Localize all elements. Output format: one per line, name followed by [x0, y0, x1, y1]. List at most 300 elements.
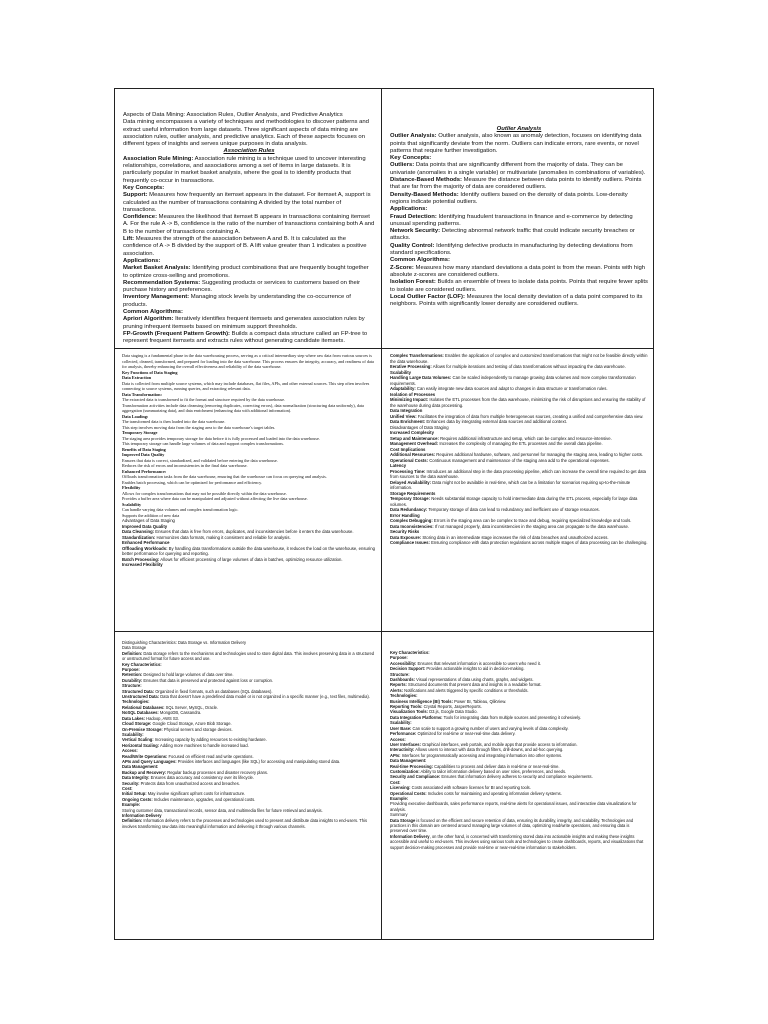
- text-line: [123, 192, 375, 214]
- bold-term: Distance-Based Methods:: [390, 177, 463, 184]
- line-text: Identifying product combinations that are frequently bought together to optimize cross-selling and promotions.: [123, 265, 369, 279]
- panel-information-delivery: [390, 650, 648, 936]
- text-line: [390, 818, 648, 834]
- line-text: Google Cloud Storage, Azure Blob Storage.: [151, 721, 232, 727]
- line-text: If not managed properly, data inconsistencies in the staging area can propagate to the data warehouse.: [433, 523, 630, 529]
- line-text: Storing customer data, transactional records, sensor data, and multimedia files for future retrieval and analysis.: [122, 807, 323, 813]
- line-text: Enables batch processing, which can be optimized for performance and efficiency.: [122, 479, 263, 485]
- line-text: Focused on efficient read and write operations.: [167, 753, 254, 759]
- bold-term: Data Storage: [390, 817, 416, 823]
- text-line: [390, 133, 648, 155]
- line-text: Association rule mining is a technique used to uncover interesting relationships, correlations, and associations among a set of items in large datasets. It is particularly popular in market basket analysis, where the goal is to identify products that frequently co-occur in transactions.: [123, 155, 366, 184]
- bold-term: Information Delivery: [122, 813, 162, 818]
- line-text: The extracted data is transformed to fit the format and structure required by the data warehouse.: [122, 397, 286, 402]
- bold-term: Isolation of Processes: [390, 391, 436, 397]
- line-text: Summary: [390, 812, 408, 818]
- bold-term: Visualization Tools:: [390, 709, 429, 715]
- line-text: Can be scaled independently to manage growing data volumes and more complex transformation requirements.: [390, 375, 636, 386]
- bold-term: Structure:: [390, 671, 410, 677]
- line-text: Data Storage: [122, 645, 147, 651]
- line-text: is focused on the efficient and secure retention of data, ensuring its durability, integrity, and scalability. Technologies and practices in this domain are centered around managing large volumes of data, optimizing read/write operations, and ensuring data is preserved over time.: [390, 817, 634, 834]
- text-line: [390, 540, 648, 546]
- text-line: [390, 265, 648, 280]
- line-text: Data mining encompasses a variety of techniques and methodologies to discover patterns and extract useful information from large datasets. Three significant aspects of data mining are association rules, outlier analysis, and predictive analytics. Each of these aspects focuses on different types of insights and serves unique purposes in data analysis.: [123, 119, 369, 148]
- line-text: Ensures that information delivery adheres to security and compliance requirements.: [440, 774, 593, 780]
- bold-term: Key Concepts:: [123, 184, 165, 191]
- text-line: [390, 177, 648, 192]
- bold-term: Operational Costs:: [390, 790, 427, 796]
- bold-term: Offloading Workloads:: [122, 545, 168, 551]
- bold-term: Complex Debugging:: [390, 518, 433, 523]
- text-line: [390, 458, 648, 464]
- bold-term: Setup and Maintenance:: [390, 435, 439, 441]
- bold-term: Key Functions of Data Staging: [122, 369, 178, 375]
- bold-term: Example:: [122, 802, 141, 808]
- text-line: [123, 185, 375, 192]
- bold-term: Common Algorithms:: [123, 309, 183, 316]
- bold-term: Relational Databases:: [122, 704, 165, 710]
- text-line: [123, 258, 375, 265]
- bold-term: APIs and Query Languages:: [122, 758, 177, 764]
- bold-term: Adaptability:: [390, 386, 416, 391]
- bold-term: Performance:: [390, 731, 417, 737]
- line-text: Requires additional hardware, software, and personnel for managing the staging area, leading to higher costs.: [435, 452, 644, 457]
- line-text: This step involves moving data from the staging area to the data warehouse's target tables.: [122, 424, 276, 430]
- bold-term: Technologies:: [390, 693, 418, 699]
- bold-term: Example:: [390, 795, 409, 801]
- line-text: Ensures that relevant information is accessible to users who need it.: [416, 660, 541, 666]
- line-text: , on the other hand, is concerned with transforming stored data into actionable insights and making these insights accessible and useful to end-users. This involves using various tools and technologies to create dashboards, reports, and visualizations that support decision-making processes and provide real-time or near-real-time information to stakeholders.: [390, 833, 644, 850]
- text-line: [390, 397, 648, 408]
- bold-term: Increased Complexity: [390, 430, 434, 435]
- text-line: [122, 403, 376, 414]
- line-text: Iteratively identifies frequent itemsets and generates association rules by pruning infrequent itemsets based on minimum support thresholds.: [123, 316, 365, 330]
- bold-term: Key Characteristics:: [122, 661, 162, 667]
- bold-term: Key Characteristics:: [390, 650, 430, 655]
- line-text: Needs substantial storage capacity to hold intermediate data during the ETL process, especially for large data volumes.: [390, 496, 638, 507]
- text-line: [123, 148, 375, 155]
- line-text: Measures how many standard deviations a data point is from the mean. Points with high absolute z-scores are considered outliers.: [390, 264, 646, 278]
- line-text: Detecting abnormal network traffic that could indicate security breaches or attacks.: [390, 228, 635, 242]
- line-text: Includes costs for maintaining and operating information delivery systems.: [426, 790, 562, 796]
- bold-term: Data Management:: [122, 764, 159, 770]
- bold-term: Scalability: [122, 501, 142, 507]
- text-line: [123, 214, 375, 236]
- bold-term: Structure:: [122, 683, 142, 689]
- bold-term: Isolation Forest:: [390, 279, 436, 286]
- bold-term: Recommendation Systems:: [123, 279, 201, 286]
- bold-term: Apriori Algorithm:: [123, 316, 174, 323]
- bold-term: Durability:: [122, 677, 143, 683]
- line-text: Offloads transformation tasks from the data warehouse, ensuring that the warehouse can focus on querying and analysis.: [122, 474, 327, 479]
- bold-term: Data Management:: [390, 758, 427, 764]
- line-text: Includes maintenance, upgrades, and operational costs.: [152, 796, 256, 802]
- text-line: [390, 162, 648, 177]
- text-line: [390, 834, 648, 850]
- text-line: [390, 126, 648, 133]
- text-line: [123, 294, 375, 309]
- line-text: Data is collected from multiple source systems, which may include databases, flat files, APIs, and other external sources. This step often involves connecting to source systems, running queries, and extracting relevant data.: [122, 380, 370, 391]
- bold-term: Purpose:: [122, 667, 140, 673]
- line-text: Continuous management and maintenance of the staging area add to the operational expenses.: [428, 457, 610, 463]
- bold-term: Lift:: [123, 236, 135, 243]
- line-text: Allows for multiple iterations and testing of data transformations without impacting the data warehouse.: [431, 364, 626, 369]
- bold-term: Additional Resources:: [390, 452, 436, 457]
- bold-term: Vertical Scaling:: [122, 737, 154, 743]
- text-line: [122, 694, 376, 699]
- bold-term: Backup and Recovery:: [122, 769, 167, 775]
- line-text: Measures how frequently an itemset appears in the dataset. For itemset A, support is calculated as the number of transactions containing A divided by the total number of transactions.: [123, 192, 371, 213]
- line-text: By handling data transformations outside the data warehouse, it reduces the load on the warehouse, ensuring better performance for querying and reporting.: [122, 545, 375, 556]
- bold-term: Security:: [122, 780, 140, 786]
- line-text: Storing data in an intermediate stage increases the risk of data breaches and unauthorized access.: [421, 534, 609, 540]
- line-text: Crystal Reports, JasperReports.: [422, 704, 482, 710]
- line-text: Ensures that data is correct, standardized, and validated before entering the data warehouse.: [122, 457, 278, 463]
- bold-term: Outlier Analysis:: [390, 133, 437, 140]
- bold-term: Alerts:: [390, 687, 403, 693]
- line-text: Association Rules: [223, 148, 275, 155]
- text-line: [390, 375, 648, 386]
- text-line: [390, 524, 648, 530]
- bold-term: Error Handling: [390, 512, 420, 518]
- bold-term: Security Risks: [390, 529, 420, 534]
- line-text: Costs associated with software licenses for BI and reporting tools.: [410, 785, 531, 791]
- bold-term: Accessibility:: [390, 660, 417, 666]
- line-text: MongoDB, Cassandra.: [158, 710, 202, 716]
- bold-term: Handling Large Data Volumes:: [390, 375, 452, 380]
- bold-term: Definition:: [122, 818, 143, 824]
- bold-term: Minimizing Impact:: [390, 397, 429, 402]
- bold-term: Licensing:: [390, 785, 411, 791]
- line-text: Ensures data accuracy and consistency over its lifecycle.: [149, 775, 254, 781]
- bold-term: Enhanced Performance:: [122, 468, 167, 474]
- bold-term: Scalability:: [122, 731, 144, 737]
- bold-term: Applications:: [123, 257, 161, 264]
- line-text: Can easily integrate new data sources and adapt to changes in data structure or transformation rules.: [415, 386, 608, 391]
- bold-term: Benefits of Data Staging: [122, 446, 166, 452]
- bold-term: Dashboards:: [390, 677, 416, 683]
- text-line: [123, 156, 375, 185]
- text-line: [123, 331, 375, 344]
- bold-term: Improved Data Quality: [122, 452, 165, 457]
- text-line: [122, 353, 376, 370]
- bold-term: Data Transformation:: [122, 391, 162, 397]
- bold-term: Support:: [123, 192, 148, 199]
- bold-term: Association Rule Mining:: [123, 155, 194, 162]
- text-line: [390, 353, 648, 364]
- bold-term: Data Exposure:: [390, 534, 422, 540]
- bold-term: Real-time Processing:: [390, 763, 433, 769]
- line-text: Enhances data by integrating external data sources and additional context.: [425, 419, 567, 424]
- text-line: [390, 192, 648, 207]
- bold-term: Cloud Storage:: [122, 721, 152, 727]
- bold-term: Applications:: [390, 206, 428, 213]
- bold-term: Iterative Processing:: [390, 364, 432, 369]
- line-text: Protects data from unauthorized access and breaches.: [139, 780, 240, 786]
- line-text: Notifications and alerts triggered by specific conditions or thresholds.: [402, 687, 529, 693]
- text-line: [122, 546, 376, 557]
- line-text: D3.js, Google Data Studio.: [428, 709, 478, 715]
- bold-term: Retention:: [122, 672, 143, 678]
- bold-term: Cost Implications: [390, 446, 426, 452]
- bold-term: Key Concepts:: [390, 155, 432, 162]
- row-divider-2: [115, 631, 653, 632]
- text-line: [390, 228, 648, 243]
- bold-term: Scalability: [390, 369, 412, 375]
- line-text: Structured documents that present data and insights in a readable format.: [406, 682, 542, 688]
- line-text: Temporary storage of data can lead to redundancy and inefficient use of storage resources.: [427, 507, 600, 512]
- bold-term: Confidence:: [123, 214, 158, 221]
- line-text: Providing executive dashboards, sales performance reports, real-time alerts for operational issues, and interactive data visualizations for analysis.: [390, 801, 637, 812]
- line-text: Measures the likelihood that itemset B appears in transactions containing itemset A. For the rule A -> B, confidence is the ratio of the number of transactions containing both A and B to the number of transactions containing A.: [123, 214, 375, 235]
- line-text: SQL Server, MySQL, Oracle.: [164, 704, 219, 710]
- line-text: Builds a compact data structure called an FP-tree to represent frequent itemsets and extracts rules without generating candidate itemsets.: [123, 330, 368, 344]
- bold-term: Temporary Storage:: [390, 496, 431, 501]
- line-text: Introduces an additional step in the data processing pipeline, which can increase the overall time required to get data from sources to the data warehouse.: [390, 468, 647, 479]
- bold-term: Purpose:: [390, 655, 408, 661]
- bold-term: Interactivity:: [390, 747, 415, 753]
- line-text: Capabilities to process and deliver data in real-time or near-real-time.: [433, 763, 560, 769]
- bold-term: Decision Support:: [390, 666, 426, 672]
- bold-term: On-Premise Storage:: [122, 726, 163, 732]
- line-text: Interfaces for programmatically accessing and integrating information into other systems.: [400, 752, 563, 758]
- text-line: [390, 294, 648, 309]
- bold-term: Complex Transformations:: [390, 353, 444, 358]
- bold-term: Processing Time:: [390, 468, 426, 474]
- line-text: Identifying fraudulent transactions in finance and e-commerce by detecting unusual spending patterns.: [390, 213, 633, 227]
- text-line: [390, 496, 648, 507]
- panel-staging-pros-cons: [390, 353, 648, 627]
- bold-term: Network Security:: [390, 228, 441, 235]
- bold-term: Business Intelligence (BI) Tools:: [390, 698, 453, 704]
- line-text: Transformation activities include data cleansing (removing duplicates, correcting errors), data normalization (structuring data uniformly), data aggregation (summarizing data), and data enrichment (enhancing data with additional information).: [122, 402, 364, 413]
- line-text: Data might not be available in real-time, which can be a limitation for scenarios requiring up-to-the-minute information.: [390, 479, 631, 490]
- bold-term: Improved Data Quality: [122, 523, 168, 529]
- bold-term: Cost:: [122, 785, 133, 791]
- bold-term: Delayed Availability:: [390, 479, 432, 485]
- bold-term: Management Overhead:: [390, 441, 439, 446]
- document-sheet: [114, 88, 654, 940]
- line-text: Reduces the risk of errors and inconsistencies in the final data warehouse.: [122, 463, 248, 468]
- bold-term: Data Integrity:: [122, 775, 150, 781]
- line-text: Allows users to interact with data through filters, drill-downs, and ad-hoc querying.: [414, 747, 564, 753]
- text-line: [122, 562, 376, 568]
- bold-term: Scalability:: [390, 720, 412, 726]
- text-line: [122, 381, 376, 392]
- bold-term: Information Delivery: [390, 833, 430, 839]
- bold-term: Flexibility: [122, 485, 141, 490]
- bold-term: Latency: [390, 463, 407, 468]
- line-text: Supports the addition of new data: [122, 512, 180, 518]
- bold-term: User Base:: [390, 725, 412, 731]
- text-line: [122, 818, 376, 829]
- bold-term: APIs:: [390, 752, 401, 758]
- bold-term: Data Inconsistencies:: [390, 523, 434, 529]
- line-text: Visual representations of data using charts, graphs, and widgets.: [415, 677, 534, 683]
- bold-term: Unified View:: [390, 413, 417, 419]
- text-line: [390, 155, 648, 162]
- text-line: [123, 119, 375, 148]
- bold-term: Market Basket Analysis:: [123, 265, 191, 272]
- bold-term: Outliers:: [390, 162, 415, 169]
- line-text: Ensuring compliance with data protection regulations across multiple stages of data processing can be challenging.: [429, 540, 648, 545]
- line-text: Builds an ensemble of trees to isolate data points. Points that require fewer splits to isolate are considered outliers.: [390, 279, 648, 293]
- bold-term: Temporary Storage: [122, 430, 158, 435]
- bold-term: Customization:: [390, 768, 420, 774]
- text-line: [123, 309, 375, 316]
- text-line: [390, 469, 648, 480]
- bold-term: Operational Costs:: [390, 457, 429, 463]
- bold-term: Data Cleansing:: [122, 529, 155, 534]
- text-line: [123, 316, 375, 331]
- bold-term: Access:: [390, 736, 406, 742]
- line-text: Allows for complex transformations that may not be possible directly within the data warehouse.: [122, 490, 287, 496]
- line-text: Enables the application of complex and customized transformations that might not be feasible directly within the data warehouse.: [390, 353, 648, 364]
- bold-term: Common Algorithms:: [390, 257, 450, 264]
- line-text: Regular backup processes and disaster recovery plans.: [166, 769, 269, 775]
- line-text: Optimized for real-time or near-real-time data delivery.: [416, 731, 516, 737]
- line-text: Information delivery refers to the processes and technologies used to present and distribute data insights to end-users. This involves transforming raw data into meaningful information and delivering it through various channels.: [122, 818, 368, 829]
- line-text: Provides actionable insights to aid in decision-making.: [425, 666, 525, 672]
- panel-outlier-analysis: [390, 126, 648, 344]
- line-text: Suggesting products or services to customers based on their purchase history and preferences.: [123, 279, 361, 294]
- bold-term: Data Redundancy:: [390, 507, 428, 512]
- text-line: [390, 480, 648, 491]
- bold-term: Increased Flexibility: [122, 562, 163, 567]
- bold-term: NoSQL Databases:: [122, 710, 159, 716]
- line-text: Graphical interfaces, web portals, and mobile apps that provide access to information.: [420, 741, 578, 747]
- line-text: Outlier analysis, also known as anomaly detection, focuses on identifying data points that significantly deviate from the norm. Outliers can indicate errors, rare events, or novel patterns that require further investigation.: [390, 133, 642, 154]
- line-text: Measures the strength of the association between A and B. It is calculated as the confidence of A -> B divided by the support of B. A lift value greater than 1 indicates a positive association.: [123, 236, 367, 257]
- panel-association-rules: [123, 112, 375, 344]
- bold-term: Compliance Issues:: [390, 540, 430, 545]
- bold-term: Ongoing Costs:: [122, 796, 153, 802]
- text-line: [122, 651, 376, 662]
- bold-term: Unstructured Data:: [122, 694, 160, 700]
- bold-term: Data Integration: [390, 408, 423, 413]
- column-divider: [381, 89, 382, 939]
- bold-term: Reports:: [390, 682, 407, 688]
- line-text: Distinguishing Characteristics: Data Storage vs. Information Delivery: [122, 640, 246, 645]
- line-text: This temporary storage can handle large volumes of data and support complex transformations.: [122, 441, 284, 446]
- line-text: Data storage refers to the mechanisms and technologies used to store digital data. This involves preserving data in a structured or unstructured format for future access and use.: [122, 650, 375, 662]
- bold-term: Storage Requirements: [390, 490, 436, 496]
- panel-data-staging: [122, 353, 376, 627]
- line-text: Data staging is a fundamental phase in the data warehousing process, serving as a critical intermediary step where raw data from various sources is collected, cleaned, transformed, and prepared for loading into the data warehouse. This process ensures the integrity, accuracy, and readiness of data for analysis, thereby enhancing the overall effectiveness and reliability of the data warehouse.: [122, 353, 374, 369]
- line-text: Measures the local density deviation of a data point compared to its neighbors. Points with significantly lower density are considered outliers.: [390, 293, 643, 308]
- bold-term: Inventory Management:: [123, 294, 190, 301]
- line-text: Provides interfaces and languages (like SQL) for accessing and manipulating stored data.: [176, 758, 341, 764]
- bold-term: Cost:: [390, 779, 401, 785]
- row-divider-1: [115, 348, 653, 349]
- line-text: Aspects of Data Mining: Association Rules, Outlier Analysis, and Predictive Analytics: [123, 112, 343, 118]
- line-text: Ensures that data is free from errors, duplicates, and inconsistencies before it enters the data warehouse.: [154, 529, 354, 534]
- text-line: [123, 280, 375, 295]
- line-text: Physical servers and storage devices.: [162, 726, 233, 732]
- line-text: Designed to hold large volumes of data over time.: [142, 672, 234, 678]
- text-line: [390, 243, 648, 258]
- bold-term: Fraud Detection:: [390, 213, 437, 220]
- bold-term: Data Integration Platforms:: [390, 714, 443, 720]
- bold-term: Structured Data:: [122, 688, 155, 694]
- panel-data-storage: [122, 640, 376, 936]
- bold-term: Enhanced Performance: [122, 540, 170, 545]
- bold-term: User Interfaces:: [390, 741, 421, 747]
- line-text: Organized in fixed formats, such as databases (SQL databases).: [154, 688, 273, 694]
- bold-term: Z-Score:: [390, 264, 414, 271]
- line-text: Ability to tailor information delivery based on user roles, preferences, and needs.: [419, 768, 567, 774]
- line-text: Harmonizes data formats, making it consistent and reliable for analysis.: [155, 534, 291, 540]
- bold-term: Data Loading:: [122, 413, 149, 419]
- line-text: Data points that are significantly different from the majority of data. They can be univariate (anomalies in a single variable) or multivariate (anomalies in combinations of variables).: [390, 162, 646, 176]
- line-text: Identify outliers based on the density of data points. Low-density regions indicate potential outliers.: [390, 191, 628, 205]
- line-text: Can handle varying data volumes and complex transformation logic.: [122, 507, 239, 512]
- bold-term: Data Enrichment:: [390, 419, 426, 424]
- line-text: Identifying defective products in manufacturing by detecting deviations from standard specifications.: [390, 242, 633, 257]
- line-text: Increasing capacity by adding resources to existing hardware.: [153, 737, 267, 743]
- text-line: [390, 214, 648, 229]
- line-text: Advantages of Data Staging: [122, 518, 175, 523]
- line-text: Increases the complexity of managing the ETL processes and the overall data pipeline.: [438, 441, 603, 446]
- text-line: [123, 265, 375, 280]
- line-text: The staging area provides temporary storage for data before it is fully processed and loaded into the data warehouse.: [122, 435, 320, 441]
- text-line: [390, 257, 648, 264]
- bold-term: Initial Setup:: [122, 791, 147, 797]
- line-text: Measure the distance between data points to identify outliers. Points that are far from the majority of data are considered outliers.: [390, 177, 642, 191]
- text-line: [123, 112, 375, 119]
- bold-term: FP-Growth (Frequent Pattern Growth):: [123, 330, 231, 337]
- line-text: Requires additional infrastructure and setup, which can be complex and resource-intensive.: [438, 435, 612, 441]
- text-line: [390, 801, 648, 812]
- line-text: Facilitates the integration of data from multiple heterogeneous sources, creating a unified and comprehensive data view.: [416, 413, 644, 419]
- bold-term: Access:: [122, 748, 138, 754]
- bold-term: Quality Control:: [390, 242, 435, 249]
- text-line: [390, 364, 648, 370]
- bold-term: Horizontal Scaling:: [122, 742, 160, 748]
- line-text: Tools for integrating data from multiple sources and presenting it cohesively.: [442, 714, 581, 720]
- bold-term: Reporting Tools:: [390, 704, 423, 710]
- bold-term: Data Lakes:: [122, 715, 145, 721]
- text-line: [390, 206, 648, 213]
- line-text: Allows for efficient processing of large volumes of data in batches, optimizing resource utilization.: [159, 556, 343, 562]
- bold-term: Definition:: [122, 650, 143, 656]
- line-text: Can scale to support a growing number of users and varying levels of data complexity.: [411, 725, 569, 731]
- line-text: Hadoop, AWS S3.: [144, 715, 179, 721]
- line-text: Data that doesn't have a predefined data model or is not organized in a specific manner (e.g., text files, multimedia).: [159, 694, 370, 700]
- line-text: Adding more machines to handle increased load.: [159, 742, 249, 748]
- line-text: Errors in the staging area can be complex to trace and debug, requiring specialized knowledge and tools.: [432, 518, 632, 523]
- bold-term: Local Outlier Factor (LOF):: [390, 293, 465, 300]
- line-text: The transformed data is then loaded into the data warehouse.: [122, 419, 226, 424]
- line-text: May involve significant upfront costs for infrastructure.: [146, 791, 246, 797]
- line-text: Managing stock levels by understanding the co-occurrence of products.: [123, 294, 351, 308]
- bold-term: Technologies:: [122, 699, 150, 705]
- bold-term: Read/Write Operations:: [122, 753, 168, 759]
- bold-term: Standardization:: [122, 534, 156, 540]
- bold-term: Data Extraction: [122, 375, 152, 380]
- text-line: [123, 236, 375, 258]
- line-text: Power BI, Tableau, QlikView.: [452, 698, 507, 704]
- bold-term: Batch Processing:: [122, 556, 160, 562]
- text-line: [390, 279, 648, 294]
- bold-term: Security and Compliance:: [390, 774, 441, 780]
- bold-term: Density-Based Methods:: [390, 191, 459, 198]
- line-text: Isolates the ETL processes from the data warehouse, minimizing the risk of disruptions and ensuring the stability of the warehouse during data processing.: [390, 397, 646, 408]
- line-text: Ensures that data is preserved and protected against loss or corruption.: [142, 677, 274, 683]
- text-line: [122, 759, 376, 764]
- line-text: Outlier Analysis: [496, 126, 542, 132]
- line-text: Provides a buffer area where data can be manipulated and adjusted without affecting the live data warehouse.: [122, 496, 308, 501]
